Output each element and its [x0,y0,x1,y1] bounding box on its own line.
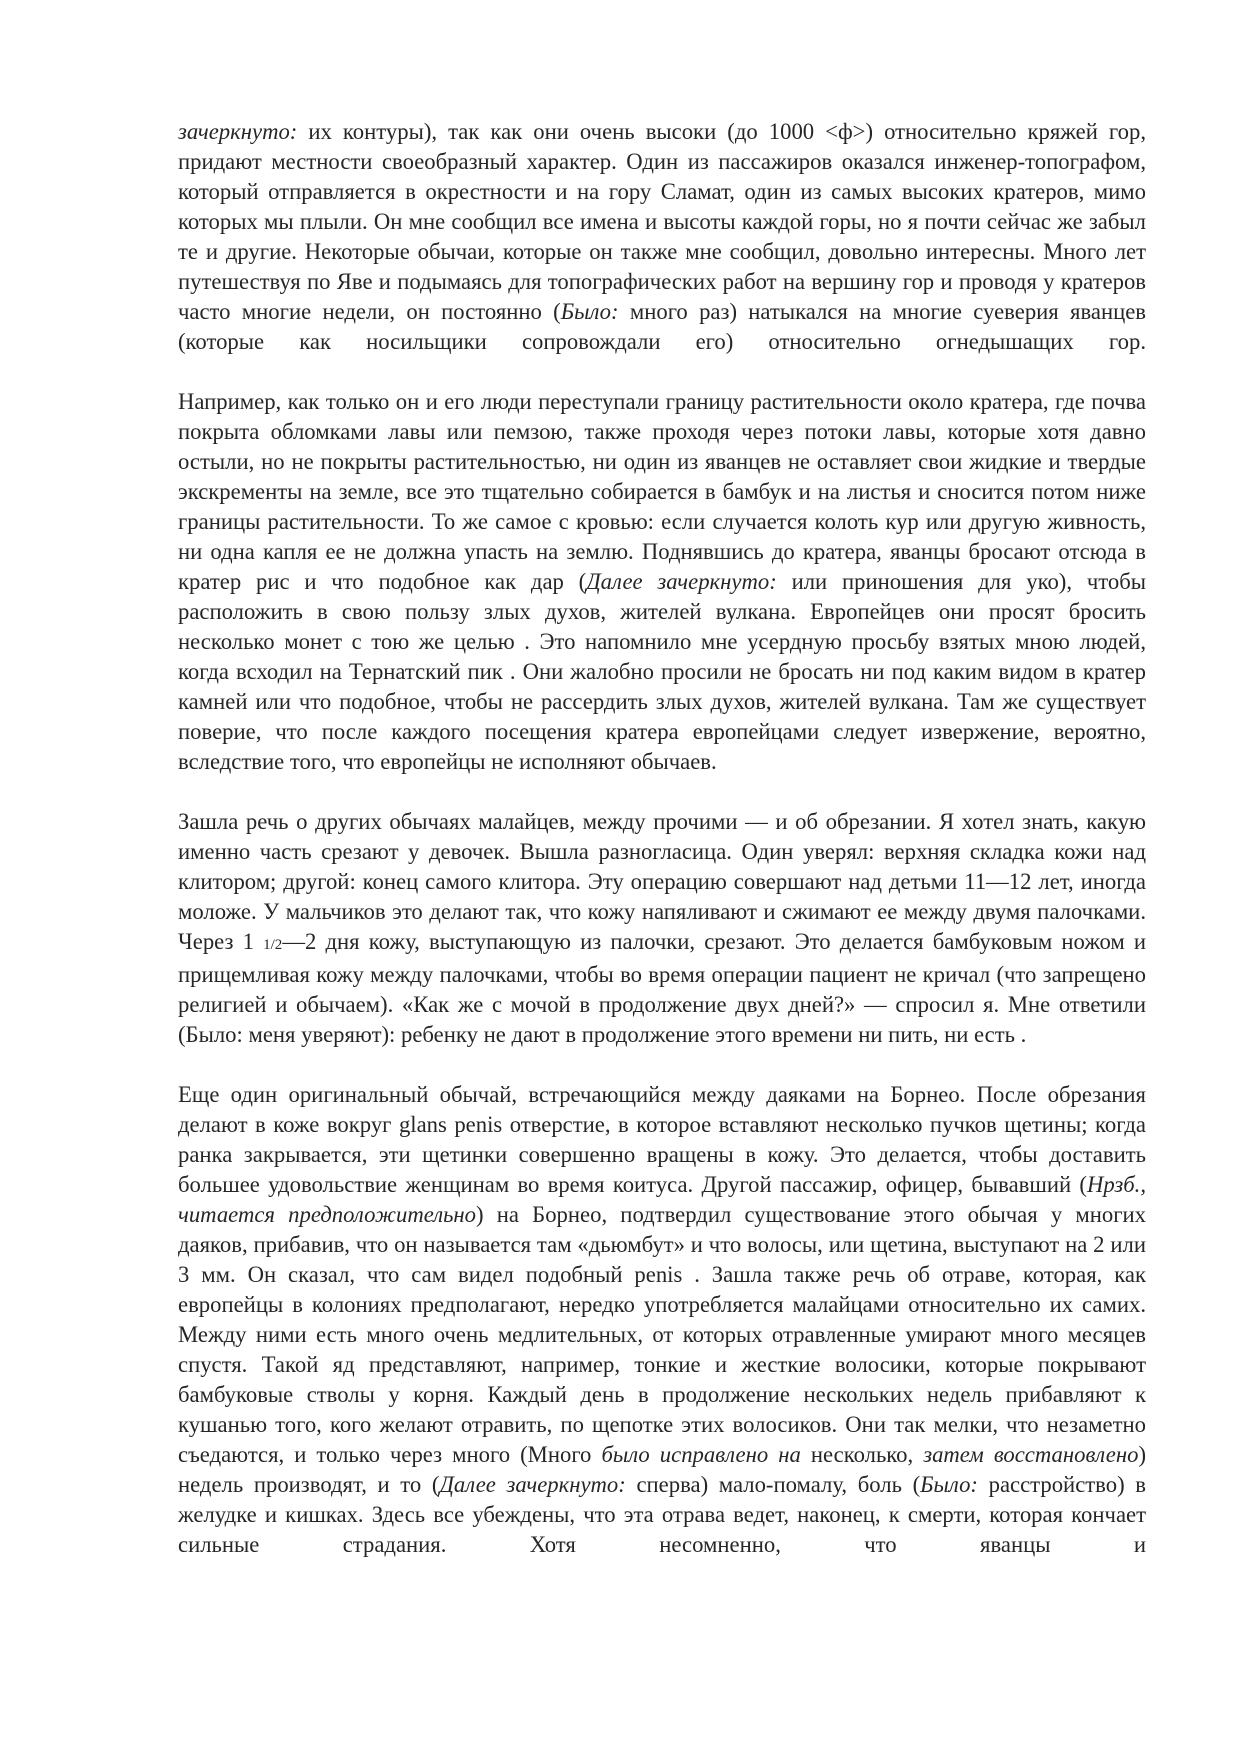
paragraph-4 [178,1080,1146,1560]
text-span: или приношения для уко), чтобы расположить в свою пользу злых духов, жителей вулкана. Европейцев они просят бросить несколько монет с тою же целью . Это напомнило мне усердную просьбу взятых мною людей, когда всходил на Тернатский пик . Они жалобно просили не бросать ни под каким видом в кратер камней или что подобное, чтобы не рассердить злых духов, жителей вулкана. Там же существует поверие, что после каждого посещения кратера европейцами следует извержение, вероятно, вследствие того, что европейцы не исполняют обычаев. [178,569,1146,774]
editorial-note: Далее зачеркнуто: [586,569,777,594]
text-span: 1/2 [263,937,283,953]
editorial-note: Было: [560,299,619,324]
editorial-note: Нрзб., читается предположительно [178,1172,1146,1227]
editorial-note: зачеркнуто: [178,119,298,144]
paragraph-2 [178,387,1146,777]
text-span: —2 дня кожу, выступающую из палочки, срезают. Это делается бамбуковым ножом и прищемливая кожу между палочками, чтобы во время операции пациент не кричал (что запрещено религией и обычаем). «Как же с мочой в продолжение двух дней?» — спросил я. Мне ответили (Было: меня уверяют): ребенку не дают в продолжение этого времени ни пить, ни есть . [178,929,1147,1047]
text-span: Еще один оригинальный обычай, встречающийся между даяками на Борнео. После обрезания делают в коже вокруг glans penis отверстие, в которое вставляют несколько пучков щетины; когда ранка закрывается, эти щетинки совершенно вращены в кожу. Это делается, чтобы доставить большее удовольствие женщинам во время коитуса. Другой пассажир, офицер, бывавший ( [178,1082,1146,1197]
paragraph-3 [178,807,1146,1050]
text-span: Зашла речь о других обычаях малайцев, между прочими — и об обрезании. Я хотел знать, какую именно часть срезают у девочек. Вышла разногласица. Один уверял: верхняя складка кожи над клитором; другой: конец самого клитора. Эту операцию совершают над детьми 11—12 лет, иногда моложе. У мальчиков это делают так, что кожу напяливают и сжимают ее между двумя палочками. Через 1 [178,809,1146,954]
text-span: ) недель производят, и то ( [178,1442,1146,1497]
editorial-note: затем восстановлено [923,1442,1139,1467]
paragraph-1 [178,117,1146,357]
text-span: много раз) натыкался на многие суеверия яванцев (которые как носильщики сопровождали его) относительно огнедышащих гор. [178,299,1147,354]
editorial-note: было исправлено на [601,1442,801,1467]
editorial-note: Было: [920,1472,978,1497]
editorial-note: Далее зачеркнуто: [439,1472,626,1497]
text-span: сперва) мало-помалу, боль ( [625,1472,921,1497]
text-span: несколько, [800,1442,924,1467]
text-span: их контуры), так как они очень высоки (до 1000 <ф>) относительно кряжей гор, придают местности своеобразный характер. Один из пассажиров оказался инженер-топографом, который отправляется в окрестности и на гору Сламат, один из самых высоких кратеров, мимо которых мы плыли. Он мне сообщил все имена и высоты каждой горы, но я почти сейчас же забыл те и другие. Некоторые обычаи, которые он также мне сообщил, довольно интересны. Много лет путешествуя по Яве и подымаясь для топографических работ на вершину гор и проводя у кратеров часто многие недели, он постоянно ( [178,119,1146,324]
text-span: Например, как только он и его люди переступали границу растительности около кратера, где почва покрыта обломками лавы или пемзою, также проходя через потоки лавы, которые хотя давно остыли, но не покрыты растительностью, ни один из яванцев не оставляет свои жидкие и твердые экскременты на земле, все это тщательно собирается в бамбук и на листья и сносится потом ниже границы растительности. То же самое с кровью: если случается колоть кур или другую живность, ни одна капля ее не должна упасть на землю. Поднявшись до кратера, яванцы бросают отсюда в кратер рис и что подобное как дар ( [178,389,1146,594]
text-span: ) на Борнео, подтвердил существование этого обычая у многих даяков, прибавив, что он называется там «дьюмбут» и что волосы, или щетина, выступают на 2 или 3 мм. Он сказал, что сам видел подобный penis . Зашла также речь об отраве, которая, как европейцы в колониях предполагают, нередко употребляется малайцами относительно их самих. Между ними есть много очень медлительных, от которых отравленные умирают много месяцев спустя. Такой яд представляют, например, тонкие и жесткие волосики, которые покрывают бамбуковые стволы у корня. Каждый день в продолжение нескольких недель прибавляют к кушанью того, кого желают отравить, по щепотке этих волосиков. Они так мелки, что незаметно съедаются, и только через много (Много [178,1202,1146,1467]
text-span: расстройство) в желудке и кишках. Здесь все убеждены, что эта отрава ведет, наконец, к смерти, которая кончает сильные страдания. Хотя несомненно, что яванцы и [178,1472,1146,1557]
